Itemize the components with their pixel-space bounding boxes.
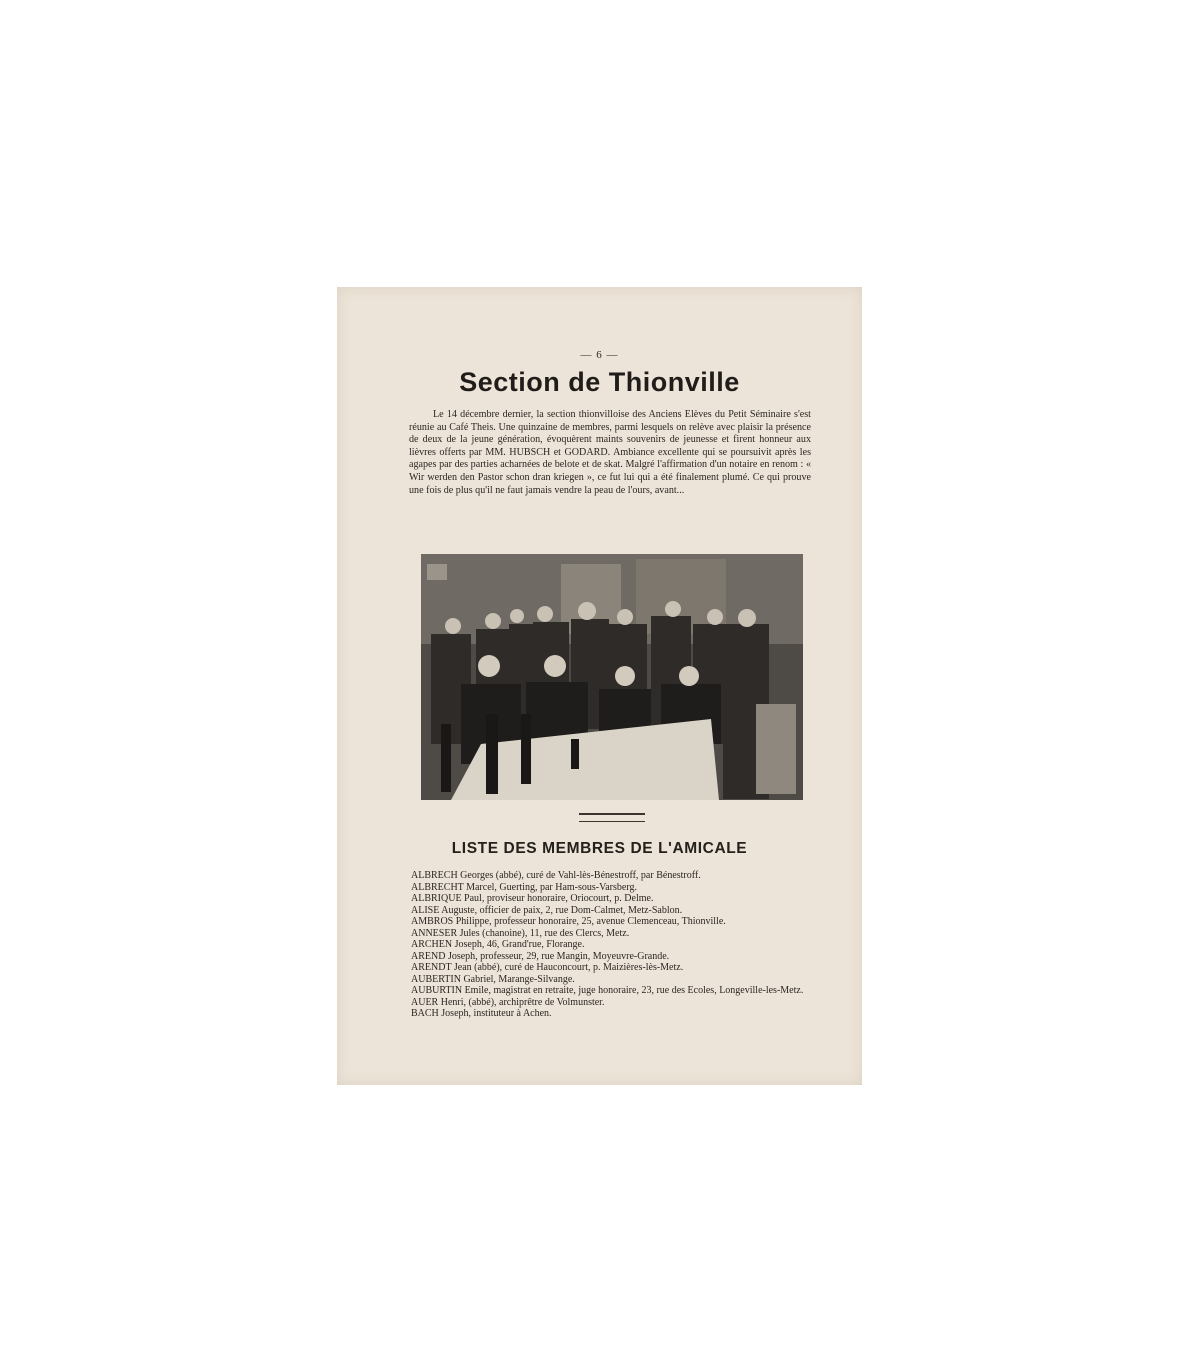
list-item: AUER Henri, (abbé), archiprêtre de Volmunster. bbox=[411, 996, 605, 1008]
list-item: ANNESER Jules (chanoine), 11, rue des Clercs, Metz. bbox=[411, 927, 630, 939]
group-photo bbox=[421, 554, 803, 800]
list-item: AUBURTIN Emile, magistrat en retraite, juge honoraire, 23, rue des Ecoles, Longeville-les-Metz. bbox=[411, 985, 804, 996]
list-item: ARCHEN Joseph, 46, Grand'rue, Florange. bbox=[411, 939, 585, 950]
list-item: ALISE Auguste, officier de paix, 2, rue Dom-Calmet, Metz-Sablon. bbox=[411, 904, 683, 916]
list-item: AMBROS Philippe, professeur honoraire, 25, avenue Clemenceau, Thionville. bbox=[411, 916, 726, 927]
list-item: ARENDT Jean (abbé), curé de Hauconcourt, p. Maizières-lès-Metz. bbox=[411, 962, 684, 973]
article-paragraph: Le 14 décembre dernier, la section thionvilloise des Anciens Elèves du Petit Séminaire s'est réunie au Café Theis. Une quinzaine de membres, parmi lesquels on relève avec plaisir la présence de deux de la jeune génération, évoquèrent maints souvenirs de jeunesse et firent honneur aux lièvres offerts par MM. HUBSCH et GODARD. Ambiance excellente qui se poursuivit après les agapes par des parties acharnées de belote et de skat. Malgré l'affirmation d'un notaire en renom : « Wir werden den Pastor schon dran kriegen », ce fut lui qui a été finalement plumé. Ce qui prouve une fois de plus qu'il ne faut jamais vendre la peau de l'ours, avant... bbox=[409, 409, 811, 496]
page-number: — 6 — bbox=[580, 349, 619, 361]
section-title: Section de Thionville bbox=[459, 367, 740, 397]
member-list bbox=[411, 870, 831, 1020]
list-item: BACH Joseph, instituteur à Achen. bbox=[411, 1008, 552, 1019]
list-item: ALBRECH Georges (abbé), curé de Vahl-lès-Bénestroff, par Bénestroff. bbox=[411, 870, 701, 881]
document-page bbox=[337, 287, 862, 1085]
section-divider bbox=[579, 813, 645, 822]
list-item: ALBRIQUE Paul, proviseur honoraire, Oriocourt, p. Delme. bbox=[411, 893, 654, 904]
member-list-title: LISTE DES MEMBRES DE L'AMICALE bbox=[451, 840, 748, 857]
list-item: AREND Joseph, professeur, 29, rue Mangin, Moyeuvre-Grande. bbox=[411, 950, 670, 962]
group-photo-icon bbox=[421, 554, 803, 800]
list-item: AUBERTIN Gabriel, Marange-Silvange. bbox=[411, 973, 575, 985]
list-item: ALBRECHT Marcel, Guerting, par Ham-sous-Varsberg. bbox=[411, 881, 637, 893]
